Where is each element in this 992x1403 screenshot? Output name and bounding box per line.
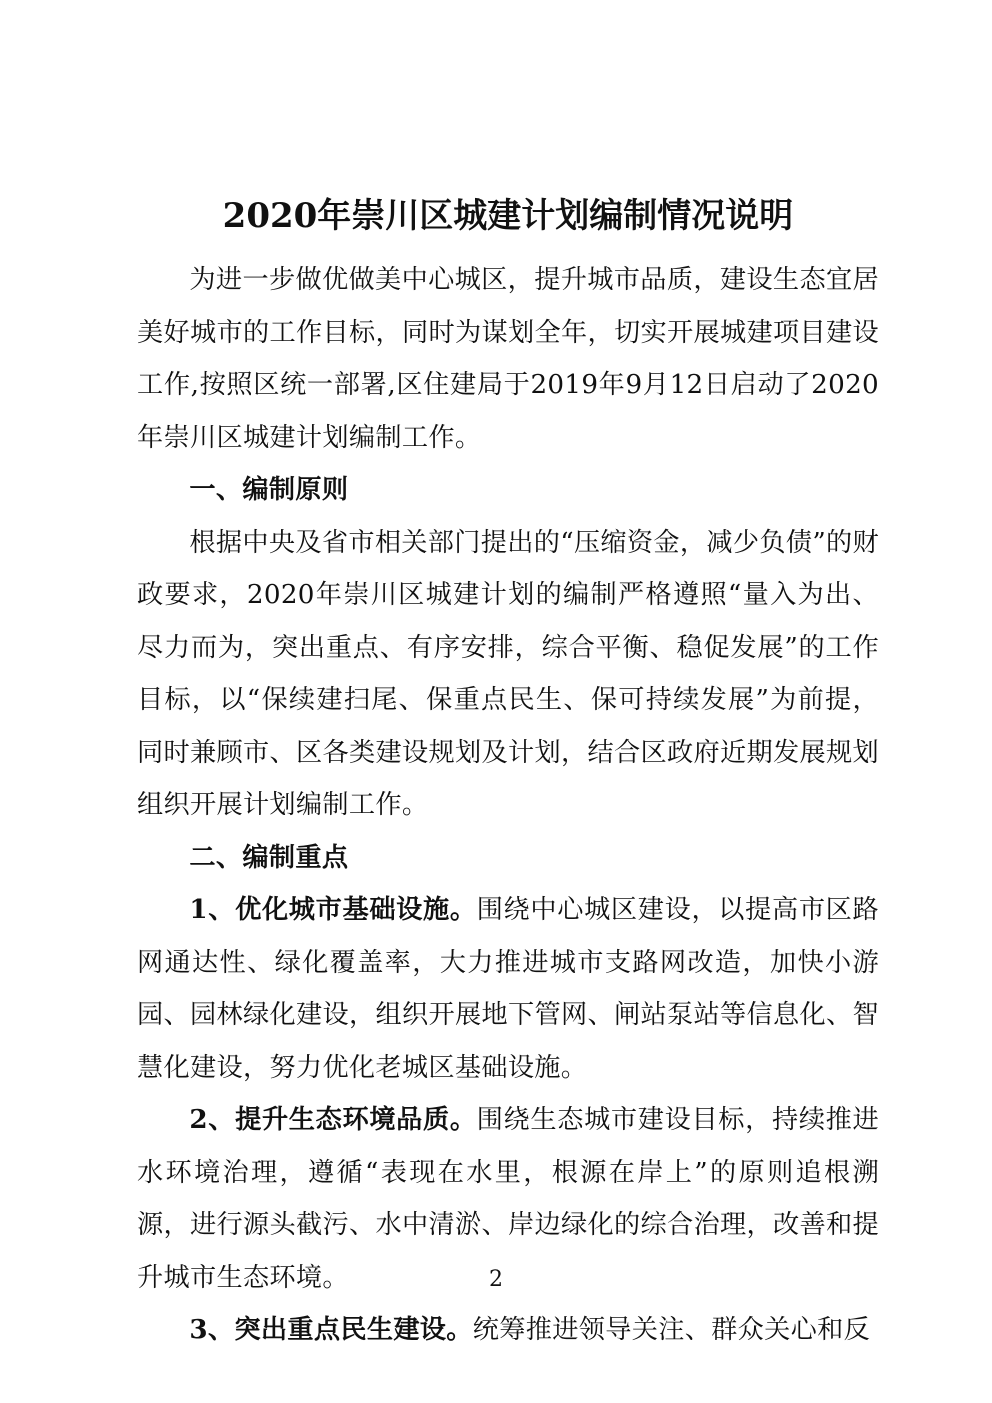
key-point-1	[137, 884, 879, 1094]
document-body	[137, 188, 879, 1357]
key-point-2-lead: 2、提升生态环境品质。	[189, 1104, 477, 1135]
key-point-3-lead: 3、突出重点民生建设。	[189, 1314, 473, 1345]
section-heading-key-points: 二、编制重点	[189, 841, 349, 873]
principles-paragraph: 根据中央及省市相关部门提出的“压缩资金，减少负债”的财政要求，2020年崇川区城建计划的编制严格遵照“量入为出、尽力而为，突出重点、有序安排，综合平衡、稳促发展”的工作目标，以“保续建扫尾、保重点民生、保可持续发展”为前提，同时兼顾市、区各类建设规划及计划，结合区政府近期发展规划组织开展计划编制工作。	[137, 527, 879, 820]
key-point-1-lead: 1、优化城市基础设施。	[189, 894, 477, 925]
section-heading-principles: 一、编制原则	[189, 474, 349, 505]
key-point-1-body: 围绕中心城区建设，以提高市区路网通达性、绿化覆盖率，大力推进城市支路网改造，加快小游园、园林绿化建设，组织开展地下管网、闸站泵站等信息化、智慧化建设，努力优化老城区基础设施。	[137, 895, 879, 1083]
key-point-3-body: 统筹推进领导关注、群众关心和反	[472, 1315, 871, 1345]
key-point-2-body: 围绕生态城市建设目标，持续推进水环境治理，遵循“表现在水里，根源在岸上”的原则追根溯源，进行源头截污、水中清淤、岸边绿化的综合治理，改善和提升城市生态环境。	[137, 1105, 879, 1293]
page-number: 2	[489, 1267, 503, 1292]
intro-paragraph: 为进一步做优做美中心城区，提升城市品质，建设生态宜居美好城市的工作目标，同时为谋划全年，切实开展城建项目建设工作,按照区统一部署,区住建局于2019年9月12日启动了2020年崇川区城建计划编制工作。	[137, 265, 879, 453]
key-point-3	[137, 1304, 879, 1357]
document-title: 2020年崇川区城建计划编制情况说明	[222, 196, 794, 236]
